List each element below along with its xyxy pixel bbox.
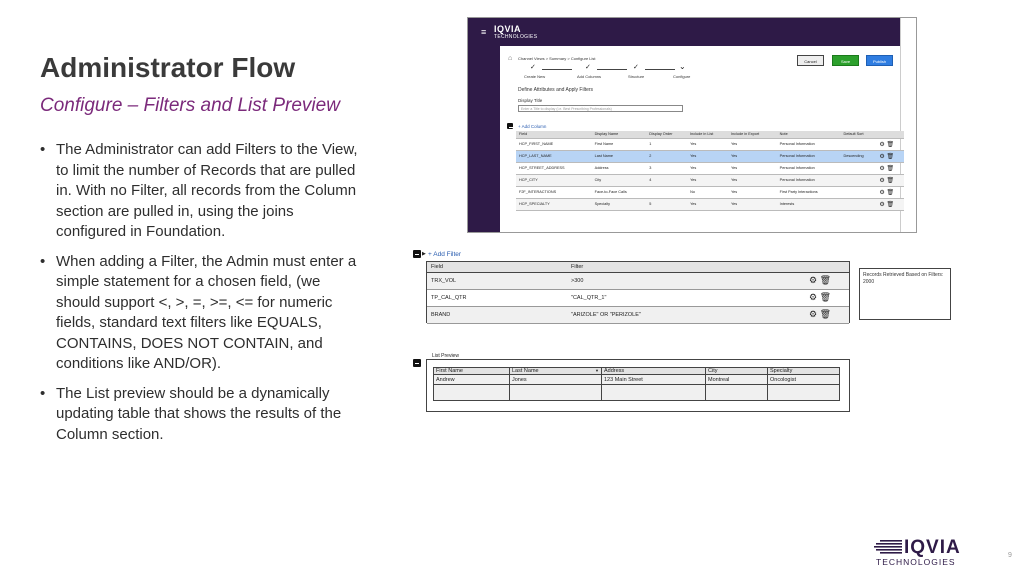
column-header: Include in Export (728, 131, 777, 138)
trash-icon[interactable]: 🗑 (886, 141, 895, 148)
cell: Face-to-Face Calls (592, 186, 647, 198)
cell: HCP_FIRST_NAME (516, 138, 592, 150)
cell (510, 385, 602, 401)
step-current-chevron-icon: ⌄ (679, 62, 686, 71)
cell: Yes (728, 198, 777, 210)
cell: Yes (728, 162, 777, 174)
trash-icon[interactable]: 🗑 (886, 201, 895, 208)
gear-icon[interactable]: ⚙ (879, 153, 885, 160)
cell (602, 385, 706, 401)
cell: Andrew (434, 375, 510, 385)
filters-table-box (426, 261, 850, 323)
cell: 3 (646, 162, 687, 174)
cell: Montreal (706, 375, 768, 385)
cell: City (592, 174, 647, 186)
row-actions (876, 162, 904, 174)
row-actions (876, 198, 904, 210)
cell: Yes (728, 150, 777, 162)
filter-field: BRAND (427, 306, 567, 323)
column-header: Field (516, 131, 592, 138)
breadcrumb[interactable]: Channel Views > Summary > Configure List (518, 56, 596, 61)
step-check-icon: ✓ (585, 64, 591, 71)
cell: No (687, 186, 728, 198)
collapse-icon[interactable] (507, 123, 513, 129)
column-header: Include in List (687, 131, 728, 138)
app-sidebar (468, 18, 500, 233)
cell: Descending (841, 150, 877, 162)
cell: Yes (728, 186, 777, 198)
filter-field: TP_CAL_QTR (427, 289, 567, 306)
arrow-icon: ▶ (422, 251, 426, 257)
trash-icon[interactable]: 🗑 (886, 189, 895, 196)
records-retrieved-note: Records Retrieved Based on Filters: 2000 (859, 268, 951, 320)
gear-icon[interactable]: ⚙ (879, 177, 885, 184)
column-header: Default Sort (841, 131, 877, 138)
cell: 4 (646, 174, 687, 186)
filter-expression: >300 (567, 272, 789, 289)
cell (841, 198, 877, 210)
gear-icon[interactable]: ⚙ (879, 141, 885, 148)
filters-table (427, 262, 849, 324)
step-label[interactable]: Create New (524, 74, 546, 79)
trash-icon[interactable]: 🗑 (819, 309, 831, 319)
bullet-item: • When adding a Filter, the Admin must enter a simple statement for a chosen field, (we should support <, >, =, >=, <= for numeric fields, standard text filters like EQUALS, CONTAINS, DOES NOT CONTAIN, and conditions like AND/OR). (40, 252, 360, 375)
step-connector (597, 69, 627, 70)
table-row[interactable] (516, 186, 904, 198)
cell: Personal Information (777, 174, 841, 186)
filter-row[interactable] (427, 306, 849, 323)
cell (841, 186, 877, 198)
cell (706, 385, 768, 401)
cell: Yes (687, 198, 728, 210)
filter-expression: "CAL_QTR_1" (567, 289, 789, 306)
sort-caret-icon[interactable]: ▼ (595, 368, 599, 373)
column-header: Display Name (592, 131, 647, 138)
cell: Interests (777, 198, 841, 210)
step-check-icon: ✓ (530, 64, 536, 71)
column-header[interactable]: City (706, 368, 768, 375)
cell: HCP_STREET_ADDRESS (516, 162, 592, 174)
cell: Yes (728, 138, 777, 150)
trash-icon[interactable]: 🗑 (819, 275, 831, 285)
home-icon[interactable]: ⌂ (508, 55, 513, 62)
row-actions (876, 186, 904, 198)
gear-icon[interactable]: ⚙ (808, 309, 818, 319)
publish-button[interactable]: Publish (866, 55, 893, 66)
table-row[interactable] (516, 198, 904, 210)
logo-stripes-icon (874, 540, 902, 554)
hamburger-menu-icon[interactable]: ≡ (481, 27, 487, 37)
column-header: Field (427, 262, 567, 272)
cell: Oncologist (768, 375, 840, 385)
row-actions (789, 289, 849, 306)
bullet-list (40, 140, 360, 454)
step-label[interactable]: Configure (673, 74, 691, 79)
cancel-button[interactable]: Cancel (797, 55, 824, 66)
trash-icon[interactable]: 🗑 (819, 292, 831, 302)
filter-row[interactable] (427, 272, 849, 289)
step-label[interactable]: Add Columns (577, 74, 602, 79)
cell: 1 (646, 138, 687, 150)
cell (768, 385, 840, 401)
step-check-icon: ✓ (633, 64, 639, 71)
gear-icon[interactable]: ⚙ (808, 292, 818, 302)
cell: First Name (592, 138, 647, 150)
gear-icon[interactable]: ⚙ (808, 275, 818, 285)
table-row[interactable] (516, 174, 904, 186)
column-header[interactable]: Specialty (768, 368, 840, 375)
columns-table (516, 131, 904, 211)
collapse-filters-icon[interactable] (413, 250, 421, 258)
table-row[interactable] (516, 162, 904, 174)
column-header[interactable]: Last Name ▼ (510, 368, 602, 375)
filter-row[interactable] (427, 289, 849, 306)
add-column-link[interactable]: + Add Column (518, 124, 547, 129)
section-title: Define Attributes and Apply Filters (518, 87, 594, 93)
cell: F2F_INTERACTIONS (516, 186, 592, 198)
save-button[interactable]: Save (832, 55, 859, 66)
display-title-input[interactable]: Enter a Title to display (i.e. Best Prescribing Professionals) (518, 105, 683, 112)
slide-title: Administrator Flow (40, 52, 296, 83)
logo-word: IQVIA (904, 537, 961, 558)
table-row[interactable] (516, 138, 904, 150)
cell: 2 (646, 150, 687, 162)
gear-icon[interactable]: ⚙ (879, 201, 885, 208)
gear-icon[interactable]: ⚙ (879, 189, 885, 196)
column-header[interactable]: First Name (434, 368, 510, 375)
table-row (434, 385, 840, 401)
row-actions (876, 138, 904, 150)
cell: Specialty (592, 198, 647, 210)
cell: Jones (510, 375, 602, 385)
cell: HCP_SPECIALTY (516, 198, 592, 210)
cell: Address (592, 162, 647, 174)
list-preview-label: List Preview (432, 353, 459, 359)
slide-subtitle: Configure – Filters and List Preview (40, 95, 340, 116)
column-header: Filter (567, 262, 789, 272)
cell (841, 138, 877, 150)
collapse-preview-icon[interactable] (413, 359, 421, 367)
cell: Personal Information (777, 150, 841, 162)
cell: HCP_LAST_NAME (516, 150, 592, 162)
cell: Personal Information (777, 138, 841, 150)
step-label[interactable]: Structure (628, 74, 645, 79)
app-header (468, 18, 900, 46)
bullet-item: • The List preview should be a dynamically updating table that shows the results of the Column section. (40, 384, 360, 446)
list-preview-table (433, 367, 840, 401)
cell (434, 385, 510, 401)
trash-icon[interactable]: 🗑 (886, 177, 895, 184)
row-actions (789, 306, 849, 323)
add-filter-link[interactable]: + Add Filter (428, 251, 462, 258)
cell (841, 174, 877, 186)
row-actions (876, 150, 904, 162)
cell: 5 (646, 198, 687, 210)
cell (646, 186, 687, 198)
cell: Yes (687, 150, 728, 162)
cell: Personal Information (777, 162, 841, 174)
row-actions (789, 272, 849, 289)
trash-icon[interactable]: 🗑 (886, 165, 895, 172)
cell: First Party Interactions (777, 186, 841, 198)
page-number: 9 (1008, 552, 1012, 559)
cell: Yes (728, 174, 777, 186)
row-actions (876, 174, 904, 186)
column-header[interactable]: Address (602, 368, 706, 375)
cell: 123 Main Street (602, 375, 706, 385)
bullet-item: • The Administrator can add Filters to the View, to limit the number of Records that are pulled in. With no Filter, all records from the Column section are pulled in, using the joins configured in Foundation. (40, 140, 360, 243)
column-header: Display Order (646, 131, 687, 138)
filter-expression: "ARIZOLE" OR "PERIZOLE" (567, 306, 789, 323)
logo-sub: TECHNOLOGIES (876, 557, 956, 567)
cell (841, 162, 877, 174)
gear-icon[interactable]: ⚙ (879, 165, 885, 172)
display-title-label: Display Title (518, 98, 543, 103)
step-connector (542, 69, 572, 70)
step-connector (645, 69, 675, 70)
iqvia-logo: IQVIA TECHNOLOGIES (494, 24, 538, 40)
cell: Yes (687, 138, 728, 150)
cell: Yes (687, 174, 728, 186)
filter-field: TRX_VOL (427, 272, 567, 289)
cell: Last Name (592, 150, 647, 162)
cell: HCP_CITY (516, 174, 592, 186)
cell: Yes (687, 162, 728, 174)
column-header: Note (777, 131, 841, 138)
table-row[interactable] (516, 150, 904, 162)
table-row (434, 375, 840, 385)
trash-icon[interactable]: 🗑 (886, 153, 895, 160)
